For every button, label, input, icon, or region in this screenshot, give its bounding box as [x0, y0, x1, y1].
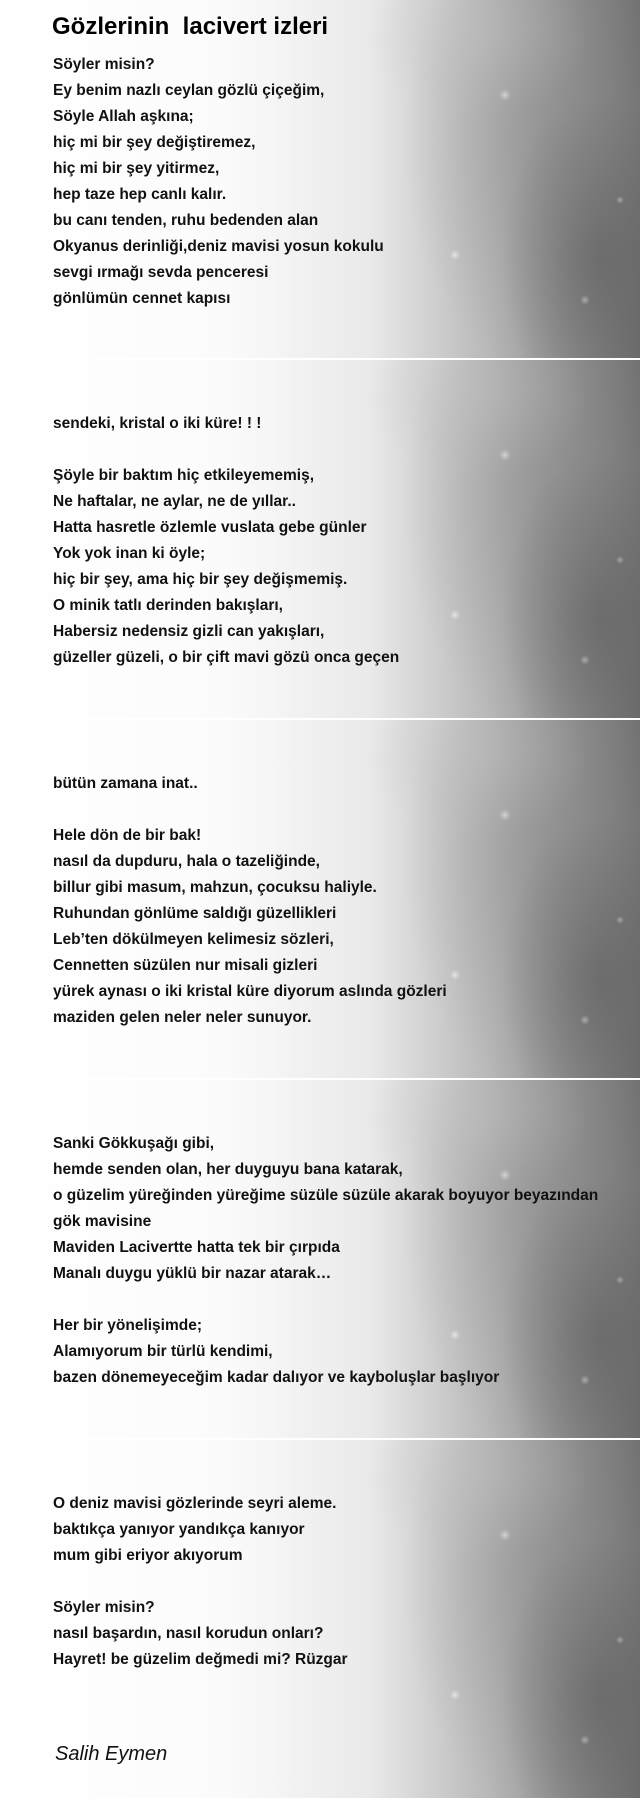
poem-line: Habersiz nedensiz gizli can yakışları,	[53, 623, 325, 640]
poem-line: Okyanus derinliği,deniz mavisi yosun kokulu	[53, 238, 384, 255]
poem-line: sevgi ırmağı sevda penceresi	[53, 264, 269, 281]
poem-line: hiç bir şey, ama hiç bir şey değişmemiş.	[53, 571, 348, 588]
poem-line	[53, 797, 633, 823]
poem-line: nasıl başardın, nasıl korudun onları?	[53, 1625, 324, 1642]
poem-panel-4	[0, 1080, 640, 1438]
poem-line: Ne haftalar, ne aylar, ne de yıllar..	[53, 493, 296, 510]
poem-stanza	[53, 1131, 633, 1391]
poem-line: Hatta hasretle özlemle vuslata gebe günler	[53, 519, 367, 536]
poem-author-signature: Salih Eymen	[55, 1743, 168, 1765]
poem-line: bazen dönemeyeceğim kadar dalıyor ve kayboluşlar başlıyor	[53, 1369, 500, 1386]
poem-line	[53, 1569, 633, 1595]
poem-stanza	[53, 52, 633, 312]
poem-line: bu canı tenden, ruhu bedenden alan	[53, 212, 319, 229]
poem-line	[53, 1287, 633, 1313]
poem-line: hiç mi bir şey yitirmez,	[53, 160, 220, 177]
poem-panel-3	[0, 720, 640, 1078]
poem-line: O minik tatlı derinden bakışları,	[53, 597, 283, 614]
poem-line: Ruhundan gönlüme saldığı güzellikleri	[53, 905, 337, 922]
poem-line: o güzelim yüreğinden yüreğime süzüle süzüle akarak boyuyor beyazından	[53, 1187, 599, 1204]
poem-line: nasıl da dupduru, hala o tazeliğinde,	[53, 853, 320, 870]
poem-line: hemde senden olan, her duyguyu bana katarak,	[53, 1161, 403, 1178]
poem-line: sendeki, kristal o iki küre! ! !	[53, 415, 262, 432]
poem-line: baktıkça yanıyor yandıkça kanıyor	[53, 1521, 305, 1538]
poem-line: Ey benim nazlı ceylan gözlü çiçeğim,	[53, 82, 325, 99]
poem-line: hiç mi bir şey değiştiremez,	[53, 134, 256, 151]
poem-panel-1	[0, 0, 640, 358]
poem-line: hep taze hep canlı kalır.	[53, 186, 227, 203]
poem-stanza	[53, 411, 633, 671]
poem-line: billur gibi masum, mahzun, çocuksu haliyle.	[53, 879, 377, 896]
poem-panel-5	[0, 1440, 640, 1798]
poem-line: yürek aynası o iki kristal küre diyorum aslında gözleri	[53, 983, 447, 1000]
poem-panel-2	[0, 360, 640, 718]
poem-line: Hele dön de bir bak!	[53, 827, 202, 844]
poem-line: Alamıyorum bir türlü kendimi,	[53, 1343, 273, 1360]
poem-title: Gözlerinin lacivert izleri	[52, 13, 329, 40]
poem-line	[53, 437, 633, 463]
poem-line: Hayret! be güzelim değmedi mi? Rüzgar	[53, 1651, 348, 1668]
poem-line: bütün zamana inat..	[53, 775, 198, 792]
poem-line: Her bir yönelişimde;	[53, 1317, 203, 1334]
poem-line: mum gibi eriyor akıyorum	[53, 1547, 243, 1564]
poem-line: Şöyle bir baktım hiç etkileyememiş,	[53, 467, 315, 484]
poem-line: Söyler misin?	[53, 56, 155, 73]
poem-line: güzeller güzeli, o bir çift mavi gözü onca geçen	[53, 649, 400, 666]
poem-stanza	[53, 771, 633, 1031]
poem-line: Cennetten süzülen nur misali gizleri	[53, 957, 318, 974]
poem-line: gönlümün cennet kapısı	[53, 290, 231, 307]
poem-line: O deniz mavisi gözlerinde seyri aleme.	[53, 1495, 337, 1512]
poem-line: maziden gelen neler neler sunuyor.	[53, 1009, 312, 1026]
poem-stanza	[53, 1491, 633, 1673]
poem-line: Sanki Gökkuşağı gibi,	[53, 1135, 215, 1152]
poem-line: gök mavisine	[53, 1213, 152, 1230]
poem-line: Manalı duygu yüklü bir nazar atarak…	[53, 1265, 332, 1282]
poem-line: Söyle Allah aşkına;	[53, 108, 194, 125]
poem-line: Söyler misin?	[53, 1599, 155, 1616]
poem-line: Leb’ten dökülmeyen kelimesiz sözleri,	[53, 931, 334, 948]
poem-line: Maviden Lacivertte hatta tek bir çırpıda	[53, 1239, 340, 1256]
poem-line: Yok yok inan ki öyle;	[53, 545, 206, 562]
